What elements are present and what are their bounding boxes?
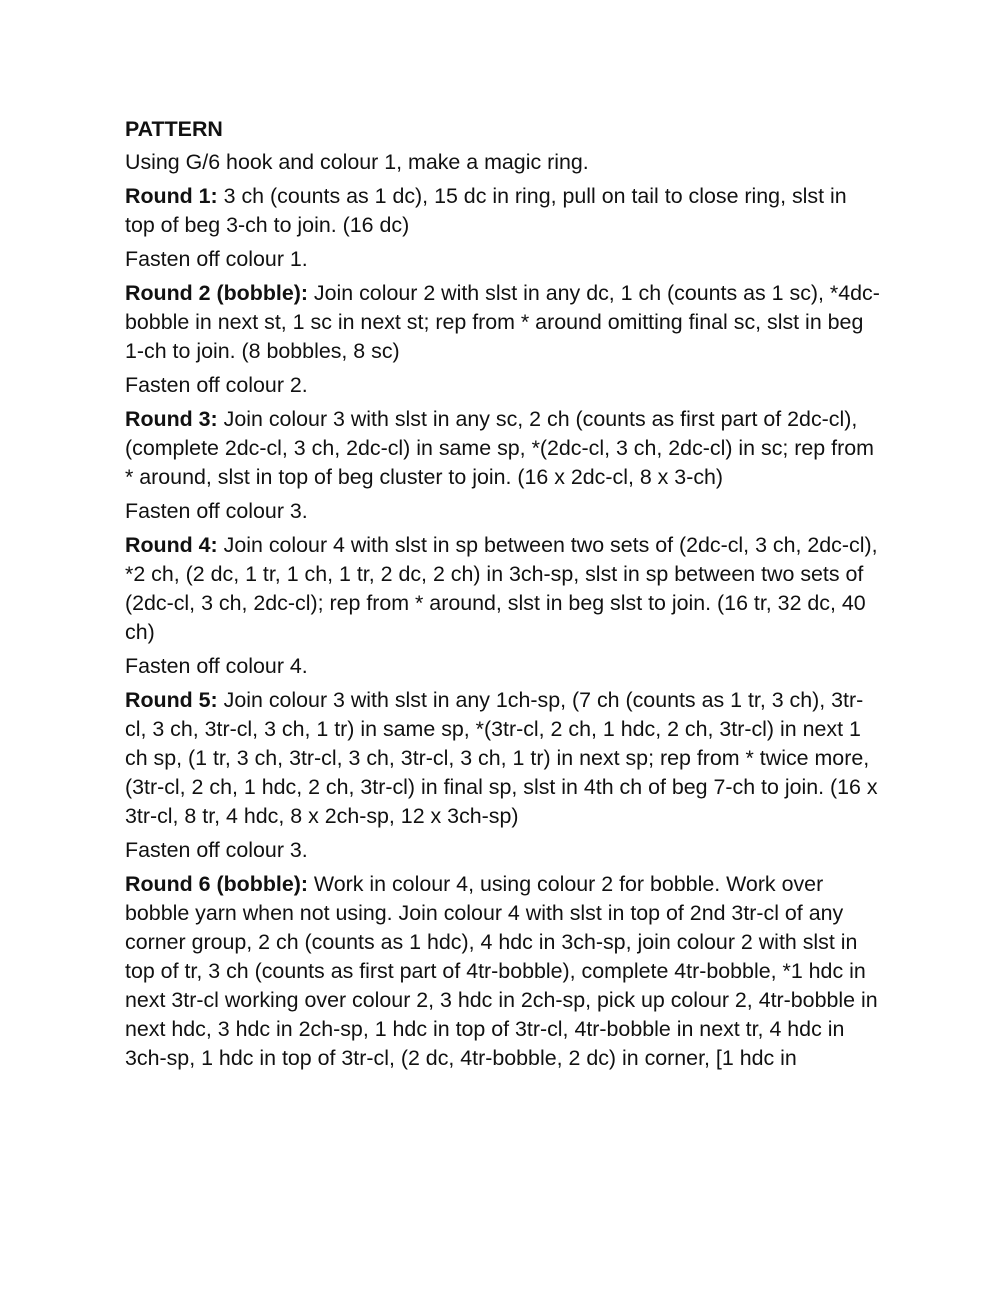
round-5-label: Round 5: [125,688,218,712]
round-4-text: Join colour 4 with slst in sp between two sets of (2dc-cl, 3 ch, 2dc-cl), *2 ch, (2 dc, 1 tr, 1 ch, 1 tr, 2 dc, 2 ch) in 3ch-sp, slst in sp between two sets of (2dc-cl, 3 ch, 2dc-cl); rep from * around, slst in beg slst to join. (16 tr, 32 dc, 40 ch) [125,533,878,644]
round-2-fasten-off: Fasten off colour 2. [125,373,308,397]
round-1-text: 3 ch (counts as 1 dc), 15 dc in ring, pull on tail to close ring, slst in top of beg 3-ch to join. (16 dc) [125,184,847,237]
round-4-paragraph [125,531,880,647]
round-6-paragraph [125,870,880,1073]
round-3-label: Round 3: [125,407,218,431]
round-3-paragraph [125,405,880,492]
round-2-text: Join colour 2 with slst in any dc, 1 ch (counts as 1 sc), *4dc-bobble in next st, 1 sc in next st; rep from * around omitting final sc, slst in beg 1-ch to join. (8 bobbles, 8 sc) [125,281,880,363]
round-1-paragraph [125,182,880,240]
round-2-paragraph [125,279,880,366]
round-4-fasten-off: Fasten off colour 4. [125,654,308,678]
round-4-label: Round 4: [125,533,218,557]
round-3-fasten-off: Fasten off colour 3. [125,499,308,523]
round-3-text: Join colour 3 with slst in any sc, 2 ch (counts as first part of 2dc-cl), (complete 2dc-cl, 3 ch, 2dc-cl) in same sp, *(2dc-cl, 3 ch, 2dc-cl) in sc; rep from * around, slst in top of beg cluster to join. (16 x 2dc-cl, 8 x 3-ch) [125,407,874,489]
pattern-page [125,115,880,1078]
intro-paragraph: Using G/6 hook and colour 1, make a magic ring. [125,150,589,174]
round-1-label: Round 1: [125,184,218,208]
round-2-label: Round 2 (bobble): [125,281,308,305]
round-6-label: Round 6 (bobble): [125,872,308,896]
round-5-paragraph [125,686,880,831]
round-1-fasten-off: Fasten off colour 1. [125,247,308,271]
round-5-text: Join colour 3 with slst in any 1ch-sp, (7 ch (counts as 1 tr, 3 ch), 3tr-cl, 3 ch, 3tr-cl, 3 ch, 1 tr) in same sp, *(3tr-cl, 2 ch, 1 hdc, 2 ch, 3tr-cl) in next 1 ch sp, (1 tr, 3 ch, 3tr-cl, 3 ch, 3tr-cl, 3 ch, 1 tr) in next sp; rep from * twice more, (3tr-cl, 2 ch, 1 hdc, 2 ch, 3tr-cl) in final sp, slst in 4th ch of beg 7-ch to join. (16 x 3tr-cl, 8 tr, 4 hdc, 8 x 2ch-sp, 12 x 3ch-sp) [125,688,878,828]
pattern-heading: PATTERN [125,117,223,141]
round-6-text: Work in colour 4, using colour 2 for bobble. Work over bobble yarn when not using. Join colour 4 with slst in top of 2nd 3tr-cl of any corner group, 2 ch (counts as 1 hdc), 4 hdc in 3ch-sp, join colour 2 with slst in top of tr, 3 ch (counts as first part of 4tr-bobble), complete 4tr-bobble, *1 hdc in next 3tr-cl working over colour 2, 3 hdc in 2ch-sp, pick up colour 2, 4tr-bobble in next hdc, 3 hdc in 2ch-sp, 1 hdc in top of 3tr-cl, 4tr-bobble in next tr, 4 hdc in 3ch-sp, 1 hdc in top of 3tr-cl, (2 dc, 4tr-bobble, 2 dc) in corner, [1 hdc in [125,872,878,1070]
round-5-fasten-off: Fasten off colour 3. [125,838,308,862]
